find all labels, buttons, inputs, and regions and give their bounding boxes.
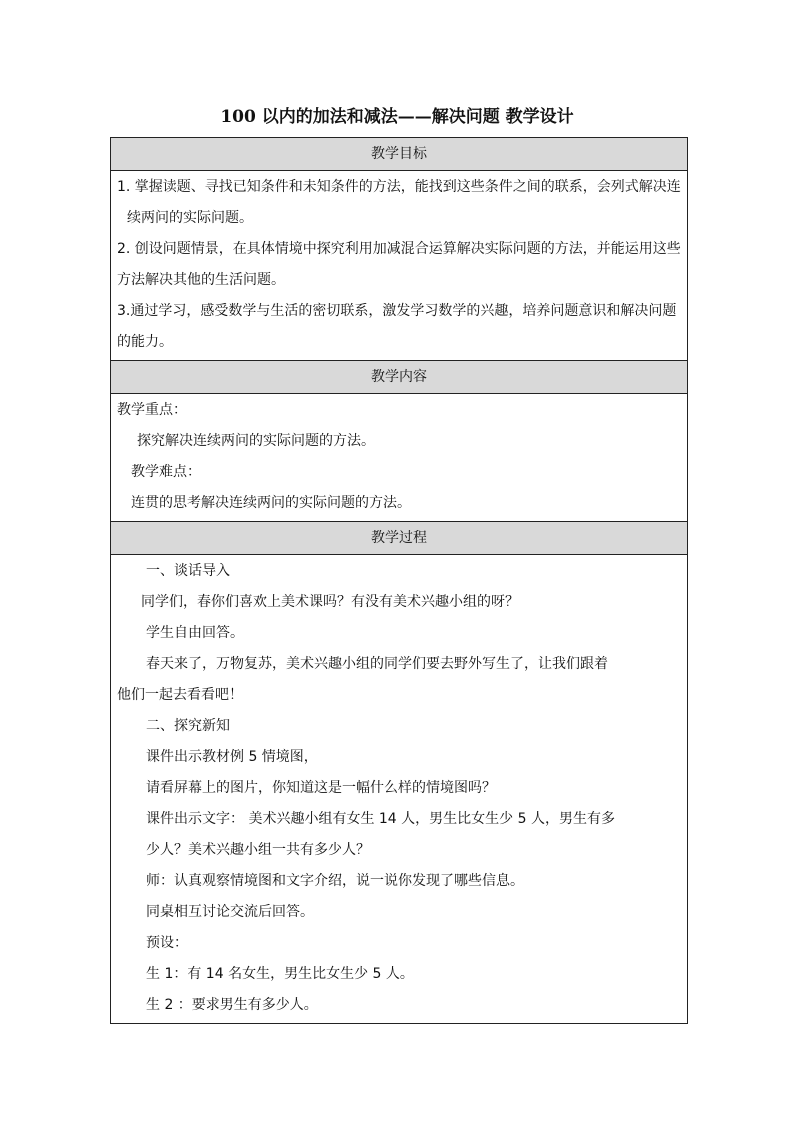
text-line: 预设： (146, 935, 188, 951)
text-line: 春天来了，万物复苏，美术兴趣小组的同学们要去野外写生了，让我们跟着 (146, 656, 608, 672)
text-line: 师：认真观察情境图和文字介绍，说一说你发现了哪些信息。 (146, 873, 524, 889)
text-line: 的能力。 (117, 334, 173, 350)
text-line: 生 2 ：要求男生有多少人。 (146, 997, 318, 1013)
section-body-content (111, 394, 687, 522)
text-line: 课件出示文字： 美术兴趣小组有女生 14 人，男生比女生少 5 人，男生有多 (146, 811, 615, 827)
text-line: 2. 创设问题情景，在具体情境中探究利用加减混合运算解决实际问题的方法，并能运用这些 (117, 241, 681, 257)
text-line: 他们一起去看看吧！ (117, 687, 243, 703)
section-body-objectives (111, 171, 687, 361)
text-line: 连贯的思考解决连续两问的实际问题的方法。 (131, 495, 411, 511)
section-body-process (111, 555, 687, 1023)
text-line: 3.通过学习，感受数学与生活的密切联系，激发学习数学的兴趣，培养问题意识和解决问题 (117, 303, 677, 319)
text-line: 少人？美术兴趣小组一共有多少人？ (146, 842, 370, 858)
text-line: 续两问的实际问题。 (127, 210, 253, 226)
text-line: 方法解决其他的生活问题。 (117, 272, 285, 288)
text-line: 生 1：有 14 名女生，男生比女生少 5 人。 (146, 966, 414, 982)
section-header-objectives: 教学目标 (111, 138, 687, 171)
section-header-process: 教学过程 (111, 522, 687, 555)
text-line: 一、谈话导入 (146, 563, 230, 579)
text-line: 二、探究新知 (146, 718, 230, 734)
text-line: 教学重点： (117, 402, 187, 418)
section-header-content: 教学内容 (111, 361, 687, 394)
text-line: 同桌相互讨论交流后回答。 (146, 904, 314, 920)
text-line: 教学难点： (131, 464, 201, 480)
text-line: 探究解决连续两问的实际问题的方法。 (137, 433, 375, 449)
text-line: 同学们，春你们喜欢上美术课吗？有没有美术兴趣小组的呀？ (141, 594, 519, 610)
lesson-plan-table (110, 137, 688, 1024)
document-title: 100 以内的加法和减法——解决问题 教学设计 (220, 107, 574, 127)
text-line: 课件出示教材例 5 情境图， (146, 749, 318, 765)
text-line: 学生自由回答。 (146, 625, 244, 641)
text-line: 1. 掌握读题、寻找已知条件和未知条件的方法，能找到这些条件之间的联系，会列式解决连 (117, 179, 681, 195)
text-line: 请看屏幕上的图片，你知道这是一幅什么样的情境图吗？ (146, 780, 496, 796)
